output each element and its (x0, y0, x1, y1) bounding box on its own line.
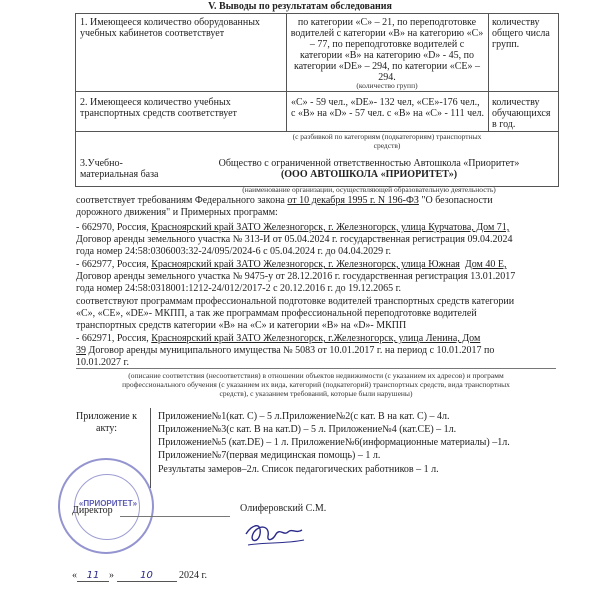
programs-line-1: соответствуют программам профессиональной подготовке водителей транспортных средств категории (76, 296, 515, 307)
row1-caption: (количество групп) (356, 81, 418, 90)
director-name: Олиферовский С.М. (240, 503, 327, 514)
row3-criterion: 3.Учебно-материальная база (80, 158, 159, 180)
description-caption-1: (описание соответствия (несоответствия) в отношении объектов недвижимости (с указанием их адресов) и программ (128, 371, 504, 380)
row2-result: количеству обучающихся в год. (492, 97, 551, 130)
lease-2: Договор аренды земельного участка № 9475-у от 28.12.2016 г. государственная регистрация 13.01.2017 (76, 271, 516, 282)
handwritten-signature (240, 512, 310, 552)
programs-line-2: «С», «CE», «DE»- МКПП, а так же программам профессиональной переподготовке водителей (76, 308, 477, 319)
appendix-line-5: Результаты замеров–2л. Список педагогических работников – 1 л. (158, 464, 439, 475)
appendix-line-1: Приложение№1(кат. С) – 5 л.Приложение№2(с кат. В на кат. С) – 4л. (158, 411, 450, 422)
org-short-name: (ООО АВТОШКОЛА «ПРИОРИТЕТ») (280, 169, 458, 180)
appendix-line-3: Приложение№5 (кат.DE) – 1 л. Приложение№6(информационные материалы) –1л. (158, 437, 510, 448)
registration-2: года номер 24:58:0318001:1212-24/012/2017-2 с 20.12.2016 г. до 19.12.2065 г. (76, 283, 402, 294)
appendix-line-2: Приложение№3(с кат. В на кат.D) – 5 л. Приложение№4 (кат.CE) – 1л. (158, 424, 457, 435)
row1-criterion: 1. Имеющееся количество оборудованных учебных кабинетов соответствует (80, 17, 260, 39)
row2-caption: (с разбивкой по категориям (подкатегориям) транспортных средств) (292, 132, 482, 150)
registration-1: года номер 24:58:0306003:32-24/095/2024-6 с 05.04.2024 г. до 04.04.2029 г. (76, 246, 392, 257)
sign-date: « 11 » 10 2024 г. (72, 570, 207, 581)
row2-value: «С» - 59 чел., «DE»- 132 чел, «CE»-176 чел., с «В» на «D» - 57 чел. с «В» на «С» - 111 чел. (291, 97, 485, 119)
row1-value: по категории «С» – 21, по переподготовке водителей с категории «В» на категорию «С» – 77, по переподготовке водителей с категории «В» на категорию «D» - 45, по категории «DE» – 294, по категории «CE» – 294. (290, 17, 484, 83)
body-line-2: дорожного движения" и Примерных программ: (76, 207, 278, 218)
description-caption-2: профессионального обучения (с указанием их вида, категорий (подкатегорий) транспортных средств, вида транспортных (122, 380, 510, 389)
appendix-label-2: акту: (96, 423, 118, 434)
section-title: V. Выводы по результатам обследования (208, 1, 392, 12)
row2-criterion: 2. Имеющееся количество учебных транспортных средств соответствует (80, 97, 237, 119)
address-1: - 662970, Россия, Красноярский край ЗАТО Железногорск, г. Железногорск, улица Курчатова, Дом 71, (76, 222, 510, 233)
body-line-1: соответствует требованиям Федерального закона от 10 декабря 1995 г. N 196-ФЗ "О безопасности (76, 195, 493, 206)
lease-3-end: 10.01.2027 г. (76, 357, 129, 368)
appendix-label: Приложение к (76, 411, 138, 422)
row1-result: количеству общего числа групп. (492, 17, 550, 50)
address-2: - 662977, Россия, Красноярский край ЗАТО Железногорск, г. Железногорск, улица Южная Дом 40 Е, (76, 259, 507, 270)
org-name: Общество с ограниченной ответственностью Автошкола «Приоритет» (218, 158, 520, 169)
stamp-text: «ПРИОРИТЕТ» (78, 499, 138, 508)
lease-1: Договор аренды земельного участка № 313-И от 05.04.2024 г. государственная регистрация 09.04.2024 (76, 234, 513, 245)
programs-line-3: транспортных средств категории «В» на «С» и категории «В» на «D»- МКПП (76, 320, 407, 331)
org-caption: (наименование организации, осуществляющей образовательную деятельность) (242, 185, 496, 194)
lease-3: 39 Договор аренды муниципального имущества № 5083 от 10.01.2017 г. на период с 10.01.2017 по (76, 345, 495, 356)
director-role: Директор (72, 505, 113, 516)
appendix-line-4: Приложение№7(первая медицинская помощь) – 1 л. (158, 450, 381, 461)
address-3: - 662971, Россия, Красноярский край ЗАТО Железногорск, г.Железногорск, улица Ленина, Дом (76, 333, 481, 344)
description-caption-3: средств), с указанием требований, которые были нарушены) (219, 389, 413, 398)
